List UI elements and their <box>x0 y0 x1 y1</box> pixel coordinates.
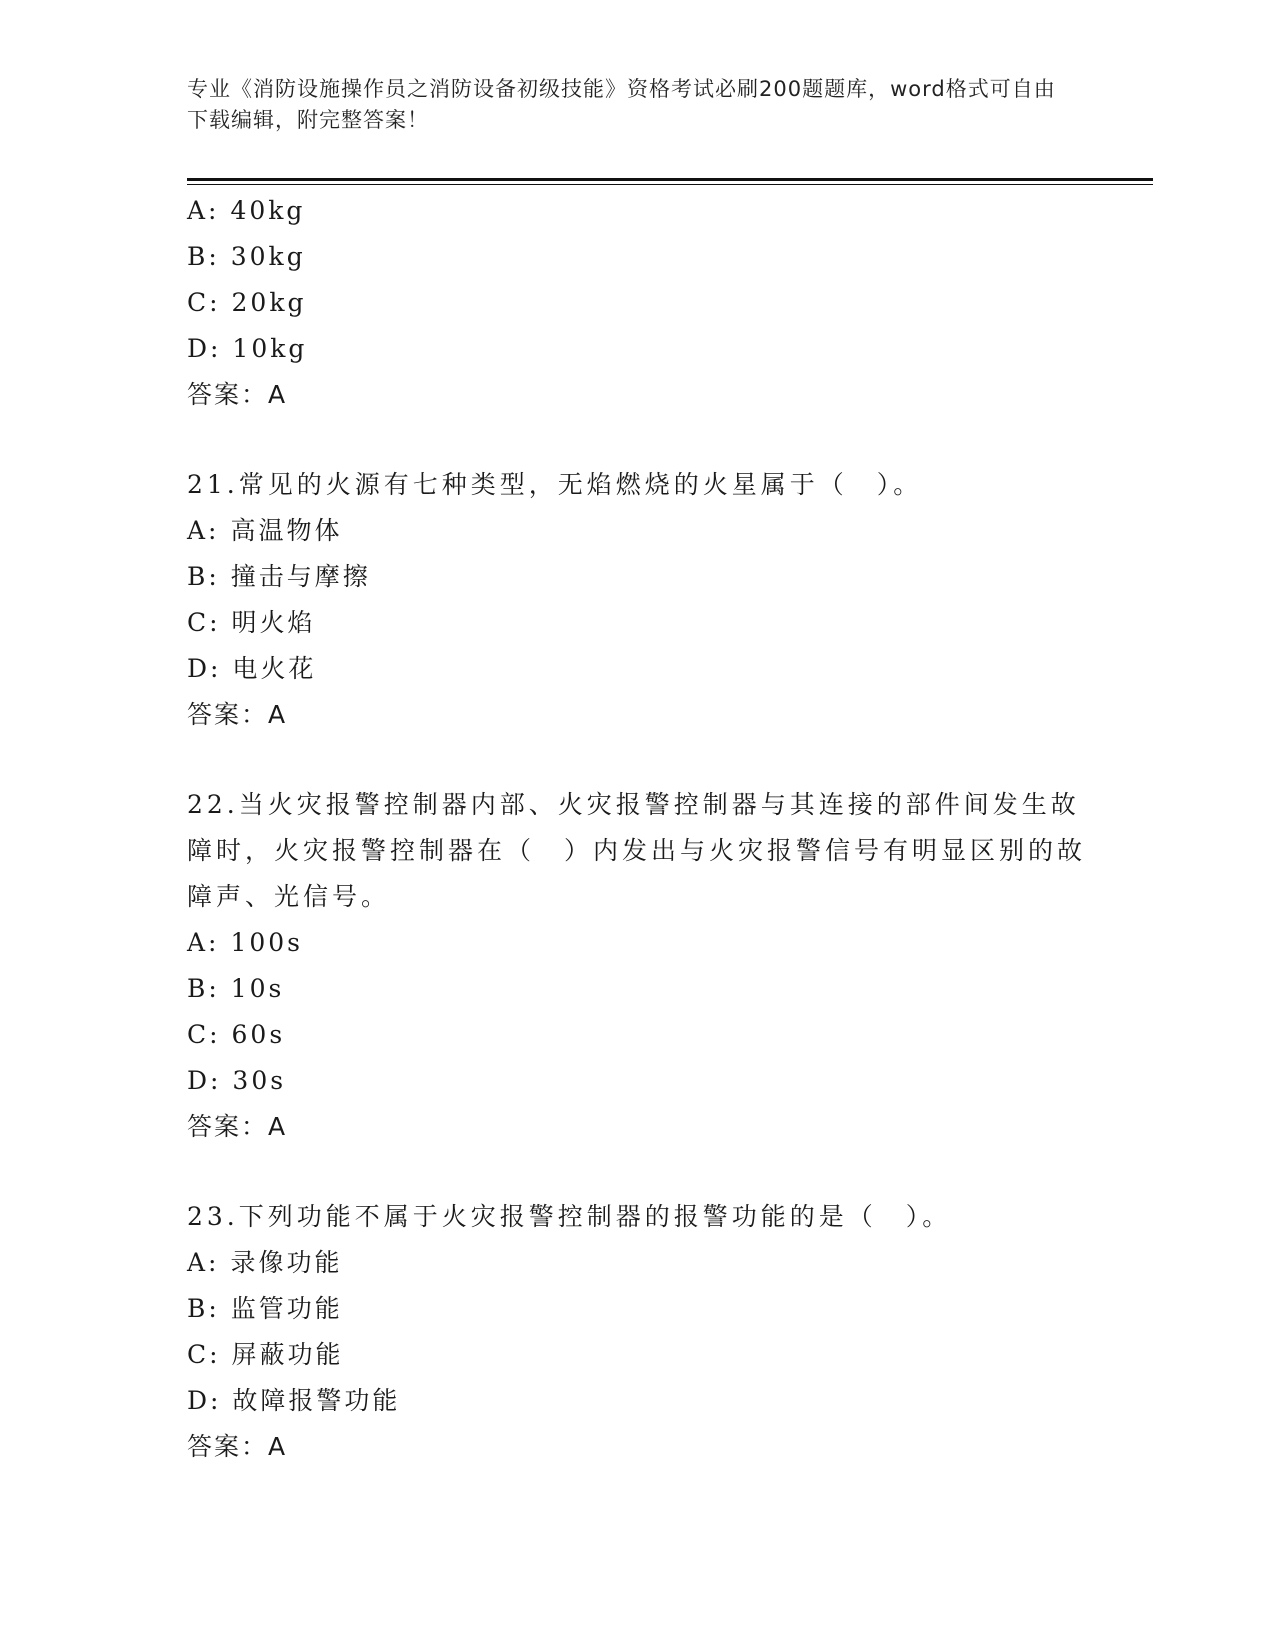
question-text: 23.下列功能不属于火灾报警控制器的报警功能的是（ ）。 <box>187 1202 952 1231</box>
option-c: C: 屏蔽功能 <box>187 1340 344 1369</box>
option-d: D: 故障报警功能 <box>187 1386 401 1415</box>
answer-line: 答案：A <box>187 1432 288 1461</box>
option-b: B: 监管功能 <box>187 1294 343 1323</box>
question-block-23 <box>187 1194 1087 1470</box>
question-block-22 <box>187 782 1087 1150</box>
question-text: 21.常见的火源有七种类型，无焰燃烧的火星属于（ ）。 <box>187 470 923 499</box>
header-divider-thin <box>187 184 1153 185</box>
question-block-21 <box>187 462 1087 738</box>
question-text: 22.当火灾报警控制器内部、火灾报警控制器与其连接的部件间发生故障时，火灾报警控制器在（ ）内发出与火灾报警信号有明显区别的故障声、光信号。 <box>187 790 1087 911</box>
option-b: B: 撞击与摩擦 <box>187 562 371 591</box>
document-header: 专业《消防设施操作员之消防设备初级技能》资格考试必刷200题题库，word格式可自由下载编辑，附完整答案！ <box>187 77 1056 132</box>
option-a: A: 40kg <box>187 196 306 225</box>
option-c: C: 20kg <box>187 288 307 317</box>
question-block-prev <box>187 188 1087 418</box>
answer-line: 答案：A <box>187 1112 288 1141</box>
option-c: C: 明火焰 <box>187 608 316 637</box>
option-a: A: 录像功能 <box>187 1248 343 1277</box>
option-a: A: 100s <box>187 928 303 957</box>
option-b: B: 10s <box>187 974 285 1003</box>
header-divider-thick <box>187 178 1153 181</box>
option-d: D: 电火花 <box>187 654 317 683</box>
question-list <box>187 188 1087 1470</box>
option-d: D: 30s <box>187 1066 287 1095</box>
option-a: A: 高温物体 <box>187 516 343 545</box>
option-c: C: 60s <box>187 1020 286 1049</box>
option-b: B: 30kg <box>187 242 306 271</box>
answer-line: 答案：A <box>187 380 288 409</box>
answer-line: 答案：A <box>187 700 288 729</box>
option-d: D: 10kg <box>187 334 308 363</box>
